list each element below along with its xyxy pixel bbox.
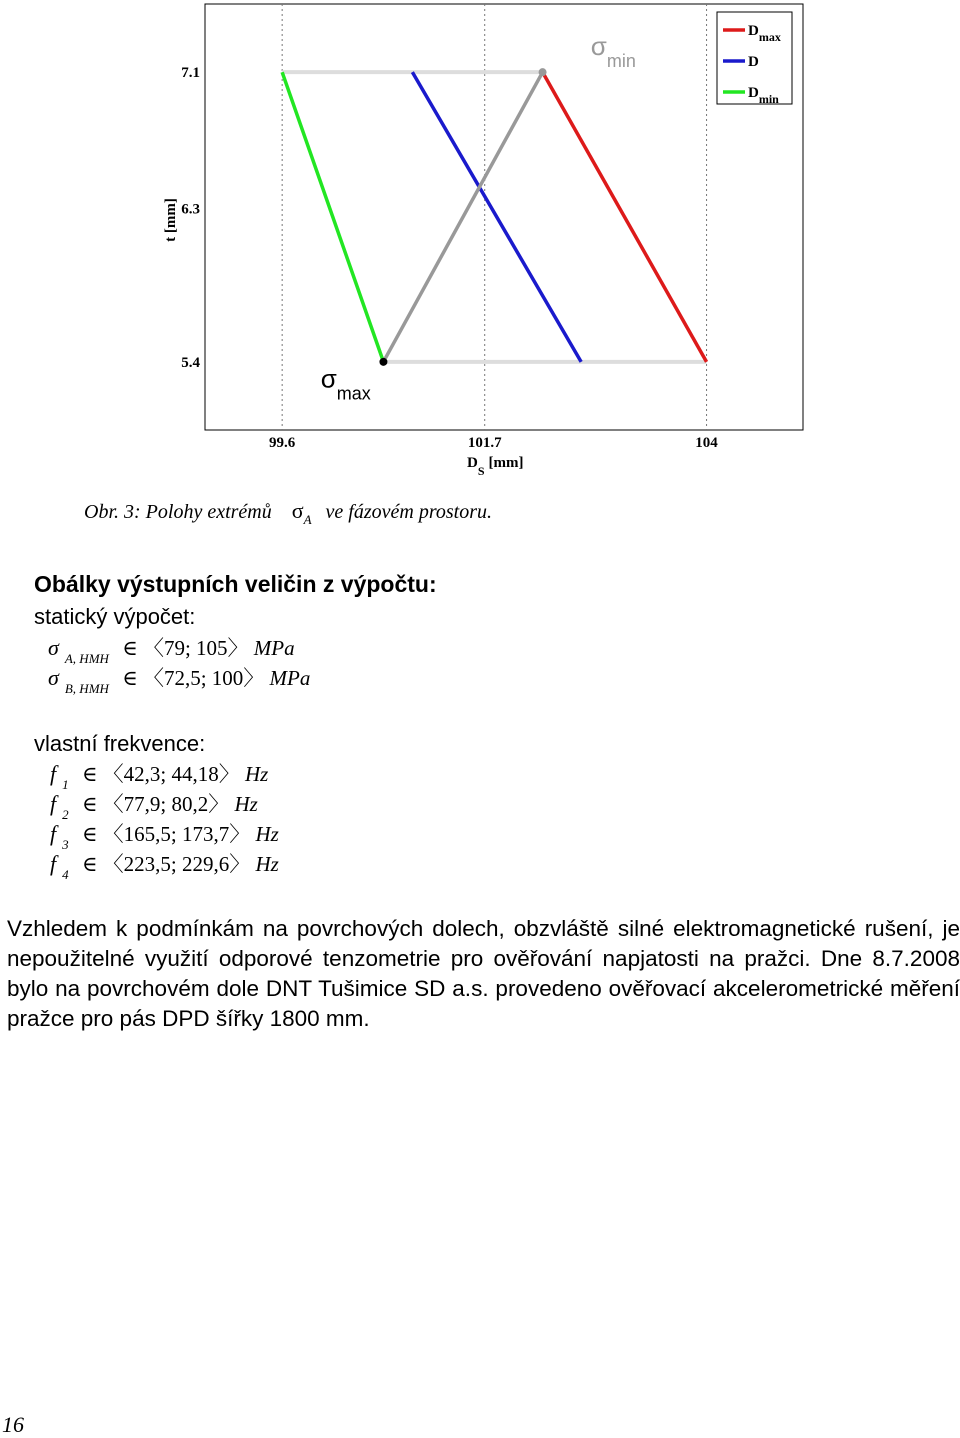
legend-label: D — [748, 54, 759, 70]
legend — [717, 12, 792, 106]
x-tick-label: 101.7 — [467, 435, 502, 451]
stress-envelope-line: σ $_{A, HMH}$ ∈ 〈79; 105〉 MPa — [48, 635, 295, 666]
section-heading: Obálky výstupních veličin z výpočtu: — [34, 571, 437, 597]
x-axis-label: $D_S$ [mm] — [467, 455, 524, 478]
legend-label: $D_{min}$ — [748, 85, 779, 106]
series-line-d — [412, 72, 581, 362]
extreme-point — [539, 68, 547, 76]
figure-caption: Obr. 3: Polohy extrémů $\sigma_A$ ve fázovém prostoru. — [84, 498, 493, 527]
static-label: statický výpočet: — [34, 604, 196, 629]
frequency-envelope-line: f $_1$ ∈ 〈42,3; 44,18〉 Hz — [50, 761, 269, 792]
legend-label: $D_{max}$ — [748, 23, 781, 44]
x-tick-label: 104 — [695, 435, 718, 451]
body-paragraph: Vzhledem k podmínkám na povrchových dolech, obzvláště silné elektromagnetické rušení, je nepoužitelné využití odporové tenzometrie pro ověřování napjatosti na pražci. Dne 8.7.2008 bylo na povrchovém dole DNT Tušimice SD a.s. provedeno ověřovací akcelerometrické měření pražce pro pás DPD šířky 1800 mm. — [7, 916, 960, 1031]
series-line-d-max — [543, 72, 707, 362]
frequency-label: vlastní frekvence: — [34, 731, 206, 756]
y-tick-label: 7.1 — [181, 65, 200, 82]
stress-envelope-line: σ $_{B, HMH}$ ∈ 〈72,5; 100〉 MPa — [48, 665, 311, 696]
plot-frame — [205, 4, 803, 430]
series-line-path — [383, 72, 542, 362]
page-number: 16 — [2, 1412, 24, 1437]
extreme-point — [379, 358, 387, 366]
phase-space-figure — [0, 0, 960, 480]
x-tick-label: 99.6 — [269, 435, 296, 451]
y-axis-label: t [mm] — [163, 198, 179, 242]
sigma-annotation: $\sigma_{min}$ — [590, 31, 636, 72]
series-line-d-min — [282, 72, 383, 362]
sigma-annotation: $\sigma_{max}$ — [320, 363, 371, 404]
frequency-envelope-line: f $_4$ ∈ 〈223,5; 229,6〉 Hz — [50, 851, 279, 882]
frequency-envelope-line: f $_2$ ∈ 〈77,9; 80,2〉 Hz — [50, 791, 258, 822]
y-tick-label: 6.3 — [181, 201, 200, 218]
y-tick-label: 5.4 — [181, 354, 200, 371]
frequency-envelope-line: f $_3$ ∈ 〈165,5; 173,7〉 Hz — [50, 821, 279, 852]
